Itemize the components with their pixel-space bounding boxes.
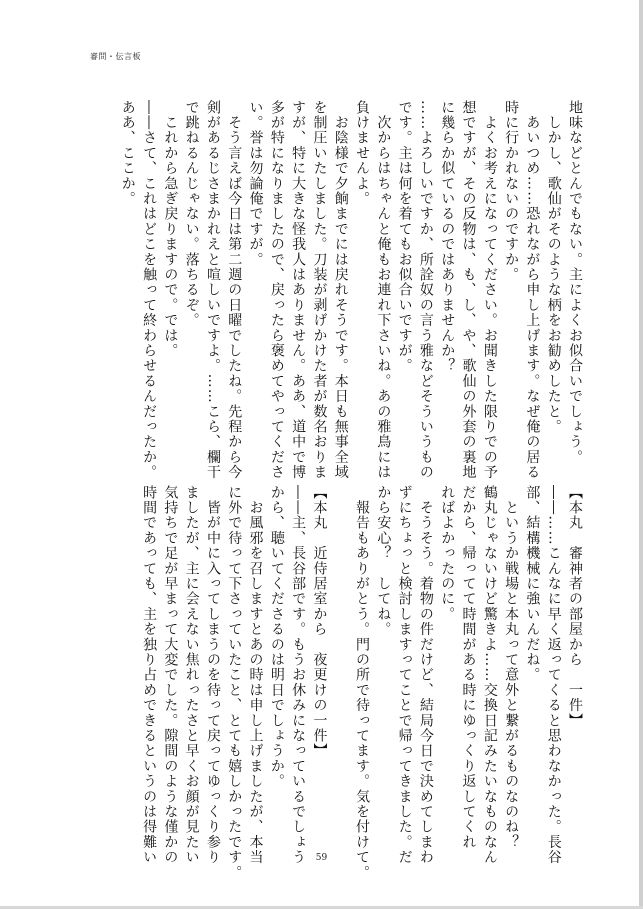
text-line: 多が特になりましたので、戻ったら褒めてやってくださ bbox=[268, 100, 285, 480]
text-line: これから急ぎ戻りますので。では。 bbox=[162, 100, 179, 359]
text-line: ああ、ここか。 bbox=[119, 100, 136, 207]
text-line: お陰様で夕餉までには戻れそうです。本日も無事全域 bbox=[332, 100, 349, 480]
text-line: 時に行かれないのですか。 bbox=[503, 100, 520, 283]
text-line: に幾らか似ているのではありませんか？ bbox=[439, 100, 456, 374]
text-line: しかし、歌仙がそのような柄をお勧めしたと。 bbox=[545, 100, 562, 435]
text-line: ――さて、これはどこを触って終わらせるんだったか。 bbox=[141, 100, 158, 480]
text-line: ましたが、主に会えない焦れったさと早くお顔が見たい bbox=[183, 485, 200, 865]
text-line: 【本丸 審神者の部屋から 一件】 bbox=[567, 485, 583, 729]
text-line: ……よろしいですか、所詮奴の言う雅などそういうもの bbox=[417, 100, 434, 480]
text-line: 部、結構機械に強いんだね。 bbox=[524, 485, 541, 683]
text-line: 負けませんよ。 bbox=[354, 100, 371, 207]
text-line: 【本丸 近侍居室から 夜更けの一件】 bbox=[311, 485, 328, 759]
text-line: 皆が中に入ってしまうのを待って戻ってゆっくり参り bbox=[204, 485, 221, 865]
text-line: そうそう。着物の件だけど、結局今日で決めてしまわ bbox=[417, 485, 434, 865]
text-line: から安心？ してね。 bbox=[375, 485, 392, 637]
text-line: 鶴丸じゃないけど驚きよ……交換日記みたいなものなん bbox=[481, 485, 498, 865]
text-line: 地味などとんでもない。主によくお似合いでしょう。 bbox=[567, 100, 583, 465]
text-line: 想ですが、その反物は、も、し、や、歌仙の外套の裏地 bbox=[460, 100, 477, 480]
page-edge-shadow bbox=[639, 0, 643, 909]
upper-text-block bbox=[116, 100, 585, 480]
text-line: ずにちょっと検討しますってことで帰ってきました。だ bbox=[396, 485, 413, 865]
text-line: よくお考えになってください。お聞きした限りでの予 bbox=[481, 100, 498, 480]
text-line: そう言えば今日は第二週の日曜でしたね。先程から今 bbox=[226, 100, 243, 480]
text-line: から、聴いてくださるのは明日でしょうか。 bbox=[268, 485, 285, 789]
text-line: を制圧いたしました。刀装が剥げかけた者が数名おりま bbox=[311, 100, 328, 480]
text-line: い。誉は勿論俺ですが。 bbox=[247, 100, 264, 268]
text-line: に外で待って下さっていたこと、とても嬉しかったです。 bbox=[226, 485, 243, 881]
text-line: ――主、長谷部です。もうお休みになっているでしょう bbox=[290, 485, 307, 865]
text-line: あいつめ……恐れながら申し上げます。なぜ俺の居る bbox=[524, 100, 541, 480]
text-line: お風邪を召しますとあの時は申し上げましたが、本当 bbox=[247, 485, 264, 865]
text-line: で跳ねるんじゃない。落ちるぞ。 bbox=[183, 100, 200, 328]
text-line: すが、特に大きな怪我人はありません。ああ、道中で博 bbox=[290, 100, 307, 480]
text-line: 時間であっても、主を独り占めできるというのは得難い bbox=[141, 485, 158, 865]
text-line: ――……こんなに早く返ってくると思わなかった。長谷 bbox=[545, 485, 562, 865]
text-line: 次からはちゃんと俺もお連れ下さいね。あの雅鳥には bbox=[375, 100, 392, 480]
text-line: だから、帰ってて時間がある時にゆっくり返してくれ bbox=[460, 485, 477, 850]
text-line bbox=[329, 485, 350, 830]
text-line: です。主は何を着てもお似合いですが。 bbox=[396, 100, 413, 374]
page-number: 59 bbox=[315, 853, 328, 863]
running-header: 審問・伝言板 bbox=[90, 52, 141, 61]
text-line: 剣があるじさまかれえと喧しいですよ。……こら、欄干 bbox=[204, 100, 221, 480]
text-line: というか戦場と本丸って意外と繋がるものなのね？ bbox=[503, 485, 520, 850]
text-line: 報告もありがとう。門の所で待ってます。気を付けて。 bbox=[354, 485, 371, 881]
text-line: 気持ちで足が早まって大変でした。隙間のような僅かの bbox=[162, 485, 179, 865]
text-line: ればよかったのに。 bbox=[439, 485, 456, 622]
